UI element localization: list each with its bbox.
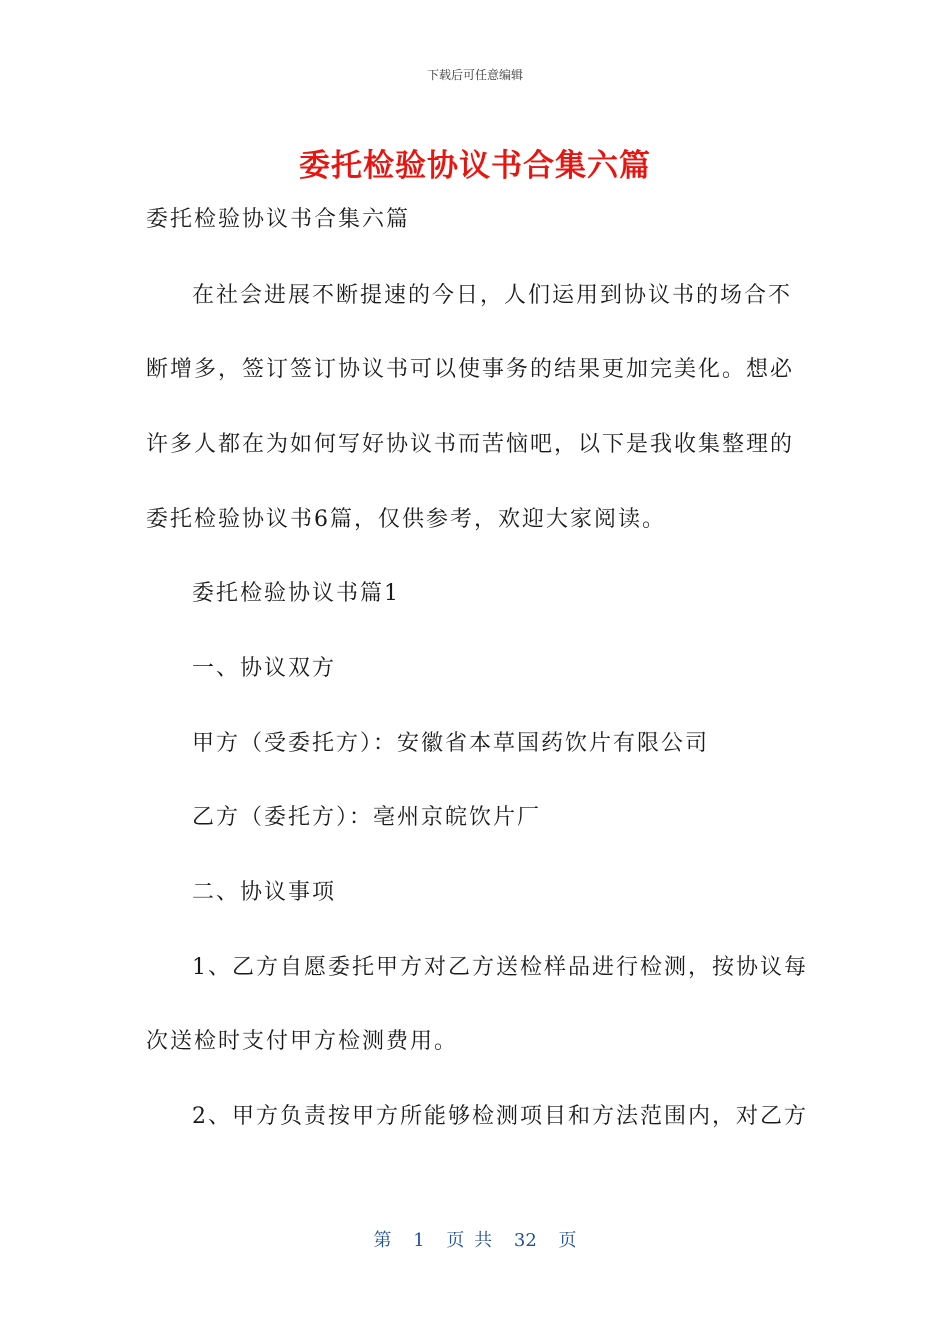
clause-line: 2、甲方负责按甲方所能够检测项目和方法范围内，对乙方 <box>192 1104 808 1129</box>
page-label-mid: 页 共 <box>446 1230 493 1251</box>
header-note: 下载后可任意编辑 <box>426 68 523 82</box>
clause-line: 1、乙方自愿委托甲方对乙方送检样品进行检测，按协议每 <box>192 955 808 980</box>
page-total: 32 <box>513 1230 537 1251</box>
party-b-line: 乙方（委托方）：亳州京皖饮片厂 <box>192 805 542 830</box>
document-title: 委托检验协议书合集六篇 <box>299 148 651 184</box>
paragraph-line: 在社会进展不断提速的今日，人们运用到协议书的场合不 <box>192 283 793 308</box>
page-label-suffix: 页 <box>558 1230 577 1251</box>
section-heading: 委托检验协议书篇1 <box>192 581 400 606</box>
section-item: 一、协议双方 <box>192 656 337 681</box>
paragraph-line: 委托检验协议书6篇，仅供参考，欢迎大家阅读。 <box>146 507 666 532</box>
page-footer <box>0 1226 950 1252</box>
subtitle-line: 委托检验协议书合集六篇 <box>146 207 411 232</box>
clause-line: 次送检时支付甲方检测费用。 <box>146 1029 459 1054</box>
party-a-line: 甲方（受委托方）：安徽省本草国药饮片有限公司 <box>192 731 710 756</box>
page-current: 1 <box>413 1230 425 1251</box>
page-label-prefix: 第 <box>373 1230 392 1251</box>
section-item: 二、协议事项 <box>192 880 337 905</box>
paragraph-line: 许多人都在为如何写好协议书而苦恼吧，以下是我收集整理的 <box>146 432 795 457</box>
paragraph-line: 断增多，签订签订协议书可以使事务的结果更加完美化。想必 <box>146 357 795 382</box>
